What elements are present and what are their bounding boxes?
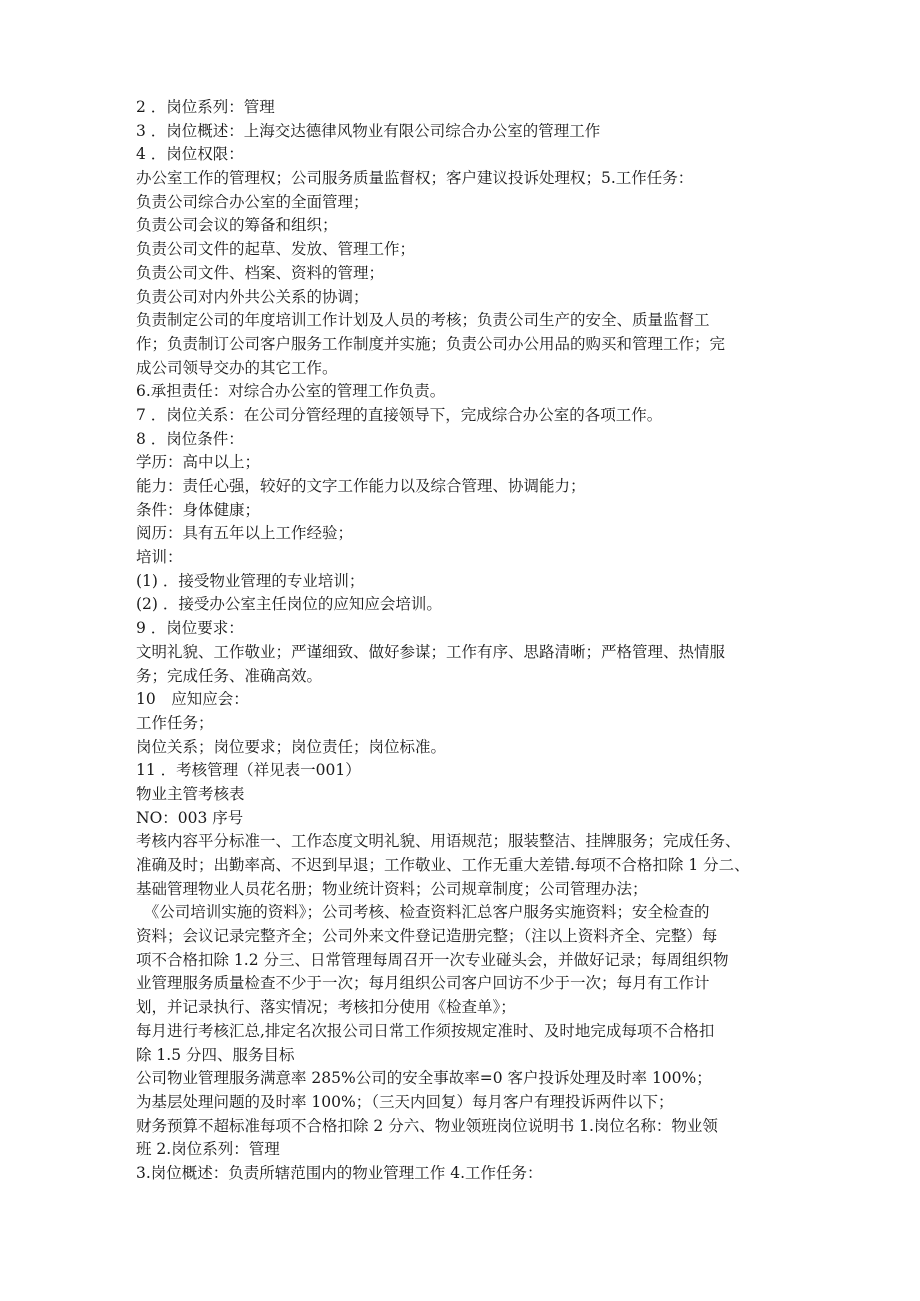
document-body	[136, 96, 796, 1186]
text-line: 业管理服务质量检查不少于一次；每月组织公司客户回访不少于一次；每月有工作计	[136, 974, 710, 993]
text-line: 公司物业管理服务满意率 285%公司的安全事故率=0 客户投诉处理及时率 100%；	[136, 1069, 712, 1088]
text-line: 9 ．岗位要求：	[136, 619, 244, 638]
text-line: 基础管理物业人员花名册；物业统计资料；公司规章制度；公司管理办法；	[136, 879, 648, 898]
text-line: 6.承担责任：对综合办公室的管理工作负责。	[136, 382, 446, 401]
text-line: 作；负责制订公司客户服务工作制度并实施；负责公司办公用品的购买和管理工作；完	[136, 334, 726, 353]
text-line: 项不合格扣除 1.2 分三、日常管理每周召开一次专业碰头会，并做好记录；每周组织物	[136, 950, 729, 969]
text-line: 7 ．岗位关系：在公司分管经理的直接领导下，完成综合办公室的各项工作。	[136, 405, 663, 424]
text-line: NO：003 序号	[136, 808, 244, 827]
text-line: 准确及时；出勤率高、不迟到早退；工作敬业、工作无重大差错.每项不合格扣除 1 分二、	[136, 856, 750, 874]
text-line: 培训：	[136, 548, 183, 567]
text-line: 负责公司文件、档案、资料的管理；	[136, 263, 385, 282]
text-line: 4 ．岗位权限：	[136, 145, 244, 164]
text-line: 资料；会议记录完整齐全；公司外来文件登记造册完整；（注以上资料齐全、完整）每	[136, 927, 718, 946]
text-line: 负责公司对内外共公关系的协调；	[136, 287, 369, 306]
text-line: 能力：责任心强，较好的文字工作能力以及综合管理、协调能力；	[136, 477, 586, 495]
text-line: 财务预算不超标准每项不合格扣除 2 分六、物业领班岗位说明书 1.岗位名称：物业领	[136, 1116, 718, 1135]
text-line: 负责制定公司的年度培训工作计划及人员的考核；负责公司生产的安全、质量监督工	[136, 311, 710, 330]
text-line: 11 ．考核管理（祥见表一001）	[136, 761, 361, 780]
text-line: 2 ．岗位系列：管理	[136, 98, 275, 116]
text-line: 物业主管考核表	[136, 784, 245, 803]
text-line: 划，并记录执行、落实情况；考核扣分使用《检查单》；	[136, 998, 516, 1017]
text-line: (2) ．接受办公室主任岗位的应知应会培训。	[136, 595, 442, 614]
text-line: 办公室工作的管理权；公司服务质量监督权；客户建议投诉处理权；5.工作任务：	[136, 169, 694, 188]
text-line: 为基层处理问题的及时率 100%；（三天内回复）每月客户有理投诉两件以下；	[136, 1092, 674, 1111]
text-line: 工作任务；	[136, 713, 214, 732]
text-line: 学历：高中以上；	[136, 453, 261, 472]
text-line: 负责公司会议的筹备和组织；	[136, 216, 338, 235]
text-line: 务；完成任务、准确高效。	[136, 666, 323, 685]
text-line: 阅历：具有五年以上工作经验；	[136, 524, 354, 543]
text-line: 岗位关系；岗位要求；岗位责任；岗位标准。	[136, 737, 447, 756]
text-line: 3 ．岗位概述：上海交达德律风物业有限公司综合办公室的管理工作	[136, 121, 601, 140]
text-line: 班 2.岗位系列：管理	[136, 1140, 280, 1159]
text-line: 负责公司文件的起草、发放、管理工作；	[136, 240, 416, 259]
text-line: 成公司领导交办的其它工作。	[136, 358, 338, 377]
text-line: 条件：身体健康；	[136, 500, 261, 519]
text-line: 10 应知应会：	[136, 690, 249, 709]
text-line: 3.岗位概述：负责所辖范围内的物业管理工作 4.工作任务：	[136, 1163, 543, 1182]
text-line: 《公司培训实施的资料》；公司考核、检查资料汇总客户服务实施资料；安全检查的	[136, 903, 710, 922]
text-line: 8 ．岗位条件：	[136, 429, 244, 448]
text-line: 除 1.5 分四、服务目标	[136, 1045, 295, 1064]
text-line: 负责公司综合办公室的全面管理；	[136, 192, 369, 211]
text-line: 考核内容平分标准一、工作态度文明礼貌、用语规范；服装整洁、挂牌服务；完成任务、	[136, 832, 741, 851]
text-line: 文明礼貌、工作敬业；严谨细致、做好参谋；工作有序、思路清晰；严格管理、热情服	[136, 642, 726, 661]
text-line: 每月进行考核汇总,排定名次报公司日常工作须按规定准时、及时地完成每项不合格扣	[136, 1021, 715, 1040]
text-line: (1) ．接受物业管理的专业培训；	[136, 571, 365, 590]
